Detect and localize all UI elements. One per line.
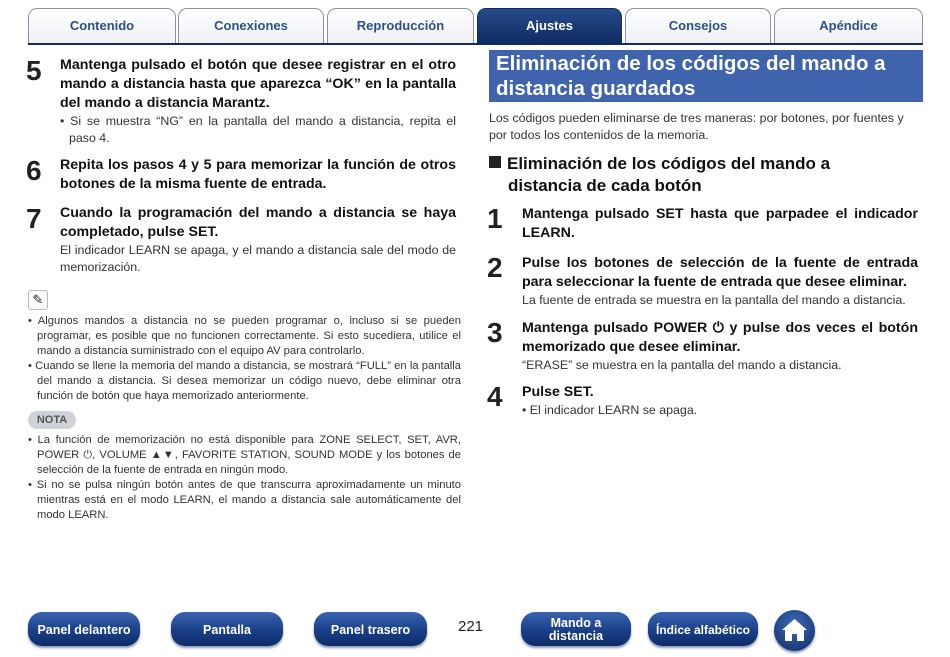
pantalla-button[interactable]: Pantalla: [171, 612, 283, 646]
step-title: Pulse los botones de selección de la fuente de entrada para seleccionar la fuente de entrada que desee eliminar.: [522, 255, 918, 290]
step-description: • Si se muestra “NG” en la pantalla del mando a distancia, repita el paso 4.: [60, 114, 456, 145]
step-title: Mantenga pulsado el botón que desee registrar en el otro mando a distancia hasta que aparezca “OK” en la pantalla del mando a distancia Marantz.: [60, 57, 456, 111]
tab-conexiones[interactable]: Conexiones: [178, 8, 324, 43]
step-number: 5: [26, 55, 42, 86]
home-icon: [774, 610, 815, 651]
tab-contenido[interactable]: Contenido: [28, 8, 176, 43]
delete-step-4: [522, 383, 918, 419]
delete-step-3: [522, 319, 918, 374]
step-title: Mantenga pulsado POWER ⏻ y pulse dos veces el botón memorizado que desee eliminar.: [522, 320, 918, 355]
nota-bullet: • La función de memorización no está disponible para ZONE SELECT, SET, AVR, POWER ⏻, VOLUME ▲▼, FAVORITE STATION, SOUND MODE y los botones de selección de la fuente de entrada en ningún modo.: [28, 434, 461, 476]
step-number: 1: [487, 203, 503, 234]
top-tab-bar: [28, 8, 923, 44]
mando-a-distancia-button[interactable]: [521, 612, 631, 646]
note-bullet: • Cuando se llene la memoria del mando a distancia, se mostrará “FULL” en la pantalla del mando a distancia. Si desea memorizar un código nuevo, debe eliminar otra función de botón que haya memorizado anteriormente.: [28, 360, 461, 402]
step-number: 7: [26, 203, 42, 234]
step-description: • El indicador LEARN se apaga.: [522, 403, 698, 417]
home-button[interactable]: [774, 610, 815, 651]
section-title: Eliminación de los códigos del mando a distancia guardados: [489, 50, 923, 102]
tab-apendice[interactable]: Apéndice: [774, 8, 923, 43]
tab-underline: [28, 43, 923, 45]
indice-alfabetico-button[interactable]: Índice alfabético: [648, 612, 758, 646]
sub-heading-line1: Eliminación de los códigos del mando a: [507, 154, 831, 173]
note-bullet: • Algunos mandos a distancia no se pueden programar o, incluso si se pueden programar, es posible que no funcionen correctamente. Si esto sucediera, utilice el mando a distancia suministrado con el equipo AV para controlarlo.: [28, 315, 461, 357]
tab-consejos[interactable]: Consejos: [625, 8, 771, 43]
step-title: Cuando la programación del mando a distancia se haya completado, pulse SET.: [60, 205, 456, 240]
step-7: [60, 204, 456, 276]
step-number: 3: [487, 317, 503, 348]
sub-heading: [489, 153, 923, 197]
nota-bullet: • Si no se pulsa ningún botón antes de que transcurra aproximadamente un minuto mientras está en el modo LEARN, el mando a distancia sale automáticamente del modo LEARN.: [28, 479, 461, 521]
step-6: [60, 156, 456, 194]
note-list: [28, 314, 461, 404]
square-bullet-icon: [489, 156, 501, 168]
step-title: Pulse SET.: [522, 384, 594, 400]
tab-ajustes[interactable]: Ajustes: [477, 8, 622, 43]
step-title: Repita los pasos 4 y 5 para memorizar la función de otros botones de la misma fuente de entrada.: [60, 157, 456, 192]
nota-list: [28, 433, 461, 523]
mando-label-line1: Mando a: [550, 616, 602, 630]
step-description: “ERASE” se muestra en la pantalla del mando a distancia.: [522, 358, 842, 372]
step-description: El indicador LEARN se apaga, y el mando a distancia sale del modo de memorización.: [60, 243, 456, 274]
pencil-icon: ✎: [28, 290, 48, 310]
intro-text: Los códigos pueden eliminarse de tres maneras: por botones, por fuentes y por todos los contenidos de la memoria.: [489, 111, 904, 142]
step-title: Mantenga pulsado SET hasta que parpadee el indicador LEARN.: [522, 206, 918, 241]
step-5: [60, 56, 456, 147]
step-number: 6: [26, 155, 42, 186]
tab-reproduccion[interactable]: Reproducción: [327, 8, 474, 43]
page-number: 221: [458, 618, 484, 635]
panel-delantero-button[interactable]: Panel delantero: [28, 612, 140, 646]
delete-step-2: [522, 254, 918, 309]
delete-step-1: [522, 205, 918, 243]
step-description: La fuente de entrada se muestra en la pantalla del mando a distancia.: [522, 293, 906, 307]
step-number: 2: [487, 252, 503, 283]
nota-badge: NOTA: [28, 411, 76, 429]
panel-trasero-button[interactable]: Panel trasero: [314, 612, 427, 646]
mando-label-line2: distancia: [548, 629, 604, 643]
step-number: 4: [487, 381, 503, 412]
sub-heading-line2: distancia de cada botón: [508, 176, 702, 195]
